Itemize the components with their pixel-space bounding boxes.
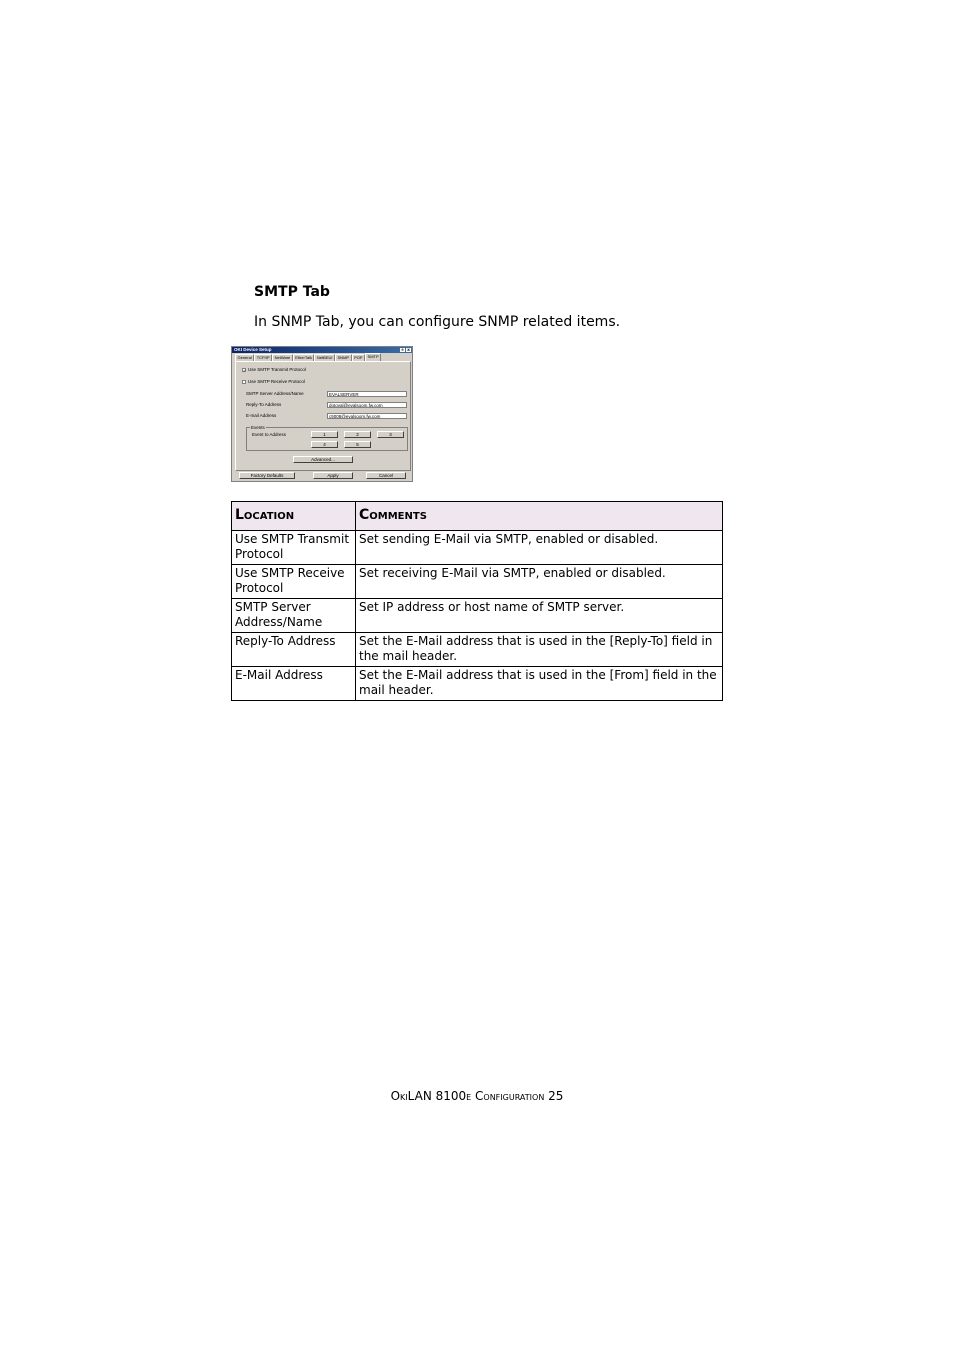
smtp-server-input[interactable]: EVALSERVER: [327, 391, 407, 397]
receive-label: Use SMTP Receive Protocol: [248, 379, 305, 384]
transmit-checkbox[interactable]: ✓: [243, 367, 247, 373]
comment-cell: Set the E-Mail address that is used in the [Reply-To] field in the mail header.: [356, 633, 723, 667]
event-button-3[interactable]: 3: [377, 431, 404, 438]
header-location: Location: [232, 502, 356, 531]
tab-smtp[interactable]: SMTP: [365, 353, 381, 362]
comment-cell: Set the E-Mail address that is used in the [From] field in the mail header.: [356, 667, 723, 701]
table-row: [232, 531, 723, 565]
tab-general[interactable]: General: [235, 354, 254, 361]
events-group: [246, 427, 408, 451]
location-cell: Reply-To Address: [232, 633, 356, 667]
event-to-address-label: Event to Address: [252, 432, 287, 437]
location-cell: E-Mail Address: [232, 667, 356, 701]
tab-snmp[interactable]: SNMP: [335, 354, 352, 361]
smtp-server-label: SMTP Server Address/Name: [246, 391, 304, 396]
location-cell: Use SMTP Transmit Protocol: [232, 531, 356, 565]
factory-defaults-button[interactable]: Factory Defaults: [239, 472, 295, 479]
apply-button[interactable]: Apply: [313, 472, 353, 479]
receive-checkbox[interactable]: [242, 380, 246, 384]
email-label: E-mail Address: [246, 413, 277, 418]
location-cell: SMTP Server Address/Name: [232, 599, 356, 633]
tab-netware[interactable]: NetWare: [272, 354, 293, 361]
page-footer: OkiLAN 8100e Configuration 25: [390, 1089, 564, 1103]
table-row: [232, 599, 723, 633]
event-button-5[interactable]: 5: [344, 441, 371, 448]
dialog-title: OKI Device Setup: [234, 347, 272, 352]
events-group-title: Events: [251, 425, 265, 430]
tab-pop[interactable]: POP: [352, 354, 365, 361]
transmit-label: Use SMTP Transmit Protocol: [248, 367, 306, 372]
receive-row[interactable]: [242, 379, 305, 384]
location-cell: Use SMTP Receive Protocol: [232, 565, 356, 599]
help-icon[interactable]: ?: [401, 348, 404, 352]
advanced-button[interactable]: Advanced...: [293, 456, 353, 463]
cancel-button[interactable]: Cancel: [366, 472, 406, 479]
intro-text: In SNMP Tab, you can configure SNMP related items.: [254, 314, 621, 330]
comment-cell: Set sending E-Mail via SMTP, enabled or disabled.: [356, 531, 723, 565]
dialog-titlebar: [232, 347, 412, 353]
tab-netbeui[interactable]: NetBEUI: [314, 354, 335, 361]
table-row: [232, 633, 723, 667]
email-input[interactable]: c5008@evalsoom.fw.com: [327, 413, 407, 419]
header-comments: Comments: [356, 502, 723, 531]
reply-to-label: Reply-To Address: [246, 402, 282, 407]
table-header-row: [232, 502, 723, 531]
close-icon[interactable]: X: [407, 348, 410, 352]
event-button-2[interactable]: 2: [344, 431, 371, 438]
section-heading: SMTP Tab: [254, 284, 330, 300]
table-row: [232, 565, 723, 599]
tab-ethertalk[interactable]: EtherTalk: [293, 354, 315, 361]
table-row: [232, 667, 723, 701]
transmit-row[interactable]: [242, 367, 306, 372]
settings-table: [231, 501, 723, 701]
event-button-4[interactable]: 4: [311, 441, 338, 448]
comment-cell: Set receiving E-Mail via SMTP, enabled or disabled.: [356, 565, 723, 599]
tab-tcpip[interactable]: TCP/IP: [254, 354, 272, 361]
event-button-1[interactable]: 1: [311, 431, 338, 438]
smtp-panel: [235, 361, 411, 471]
smtp-dialog-screenshot: [231, 346, 413, 482]
reply-to-input[interactable]: dotoval@evalsoom.fw.com: [327, 402, 407, 408]
comment-cell: Set IP address or host name of SMTP server.: [356, 599, 723, 633]
